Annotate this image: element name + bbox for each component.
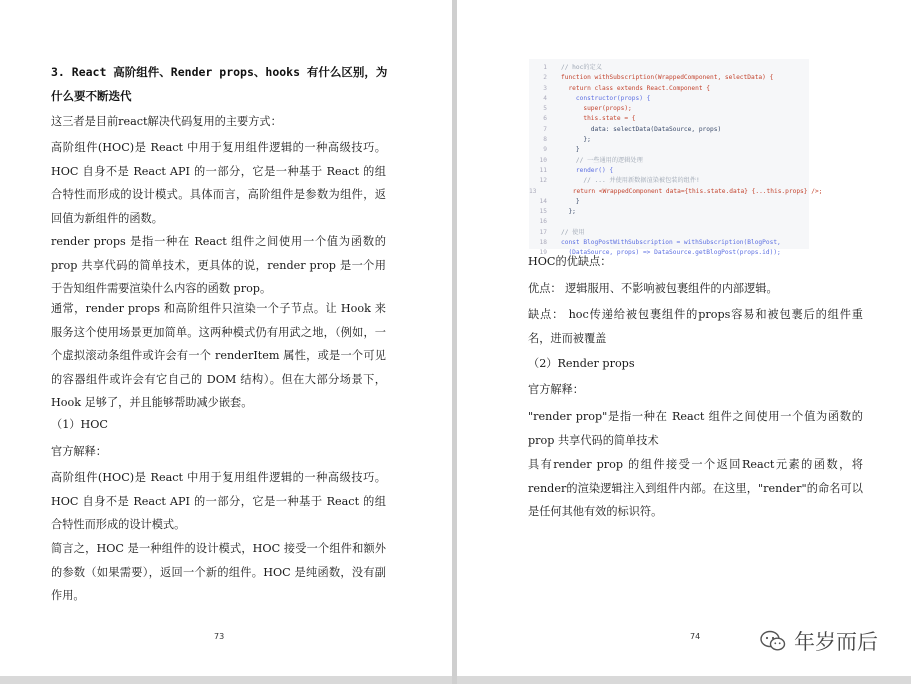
code-text: function withSubscription(WrappedComponent, selectData) { xyxy=(561,74,774,82)
page-number: 74 xyxy=(690,632,701,641)
left-page xyxy=(0,0,452,676)
code-line xyxy=(529,228,809,238)
paragraph: 高阶组件(HOC)是 React 中用于复用组件逻辑的一种高级技巧。HOC 自身不是 React API 的一部分，它是一种基于 React 的组合特性而形成的设计模式。 xyxy=(51,471,386,531)
code-line xyxy=(529,73,809,83)
code-line xyxy=(529,63,809,73)
code-text: // 使用 xyxy=(561,228,585,236)
code-line xyxy=(529,114,809,124)
code-line xyxy=(529,156,809,166)
line-number: 9 xyxy=(543,146,547,154)
code-text: } xyxy=(561,146,580,154)
code-text: data: selectData(DataSource, props) xyxy=(561,125,722,133)
watermark xyxy=(760,626,878,656)
code-text: // ... 并使用新数据渲染被包装的组件! xyxy=(561,177,700,185)
line-number: 10 xyxy=(539,156,547,164)
code-line xyxy=(529,145,809,155)
code-block xyxy=(529,59,823,257)
line-number: 12 xyxy=(539,177,547,185)
line-number: 3 xyxy=(543,84,547,92)
code-line xyxy=(529,135,809,145)
paragraph: （2）Render props xyxy=(528,357,635,370)
code-line xyxy=(529,125,809,135)
paragraph: "render prop"是指一种在 React 组件之间使用一个值为函数的 prop 共享代码的简单技术 xyxy=(528,410,863,447)
code-text: }; xyxy=(561,136,591,144)
code-text: }; xyxy=(561,208,576,216)
paragraph: （1）HOC xyxy=(51,418,108,431)
line-number: 14 xyxy=(539,197,547,205)
paragraph: render props 是指一种在 React 组件之间使用一个值为函数的 prop 共享代码的简单技术，更具体的说，render prop 是一个用于告知组件需要渲染什么内容的函数 prop。 xyxy=(51,235,386,295)
code-text: super(props); xyxy=(561,105,632,113)
line-number: 16 xyxy=(539,218,547,226)
paragraph: 官方解释： xyxy=(528,383,584,396)
code-text: render() { xyxy=(561,166,614,174)
code-line xyxy=(529,176,809,186)
line-number: 4 xyxy=(543,94,547,102)
line-number: 8 xyxy=(543,136,547,144)
code-text: return <WrappedComponent data={this.state.data} {...this.props} />; xyxy=(550,187,823,195)
line-number: 11 xyxy=(539,166,547,174)
code-text: (DataSource, props) => DataSource.getBlogPost(props.id)); xyxy=(561,249,781,257)
paragraph: 这三者是目前react解决代码复用的主要方式： xyxy=(51,115,282,128)
paragraph: 具有render prop 的组件接受一个返回React元素的函数，将render的渲染逻辑注入到组件内部。在这里，"render"的命名可以是任何其他有效的标识符。 xyxy=(528,458,863,518)
line-number: 6 xyxy=(543,115,547,123)
code-line xyxy=(529,197,809,207)
line-number: 7 xyxy=(543,125,547,133)
code-line xyxy=(529,217,809,227)
paragraph: 简言之，HOC 是一种组件的设计模式，HOC 接受一个组件和额外的参数（如果需要），返回一个新的组件。HOC 是纯函数，没有副作用。 xyxy=(51,542,386,602)
code-text: // hoc的定义 xyxy=(561,64,602,71)
wechat-icon xyxy=(760,630,786,652)
page-number: 73 xyxy=(214,632,225,641)
line-number: 5 xyxy=(543,105,547,113)
code-line xyxy=(529,166,809,176)
code-line xyxy=(529,207,809,217)
code-line xyxy=(529,104,809,114)
watermark-text: 年岁而后 xyxy=(794,630,878,654)
code-text: constructor(props) { xyxy=(561,94,651,102)
line-number: 18 xyxy=(539,239,547,247)
code-text: } xyxy=(561,197,580,205)
paragraph: 官方解释： xyxy=(51,445,107,458)
page-heading: 3. React 高阶组件、Render props、hooks 有什么区别，为什么要不断迭代 xyxy=(51,65,388,103)
line-number: 13 xyxy=(529,187,537,195)
paragraph: 高阶组件(HOC)是 React 中用于复用组件逻辑的一种高级技巧。HOC 自身不是 React API 的一部分，它是一种基于 React 的组合特性而形成的设计模式。具体而言，高阶组件是参数为组件，返回值为新组件的函数。 xyxy=(51,141,386,225)
paragraph: 优点： 逻辑服用、不影响被包裹组件的内部逻辑。 xyxy=(528,282,778,295)
line-number: 19 xyxy=(539,249,547,257)
line-number: 1 xyxy=(543,64,547,71)
code-line xyxy=(529,187,823,197)
code-text: this.state = { xyxy=(561,115,636,123)
code-line xyxy=(529,84,809,94)
line-number: 17 xyxy=(539,228,547,236)
line-number: 2 xyxy=(543,74,547,82)
code-line xyxy=(529,238,809,248)
code-text: return class extends React.Component { xyxy=(561,84,711,92)
paragraph: HOC的优缺点： xyxy=(528,255,612,268)
code-line xyxy=(529,94,809,104)
code-text: const BlogPostWithSubscription = withSubscription(BlogPost, xyxy=(561,239,781,247)
paragraph: 缺点： hoc传递给被包裹组件的props容易和被包裹后的组件重名，进而被覆盖 xyxy=(528,308,863,345)
line-number: 15 xyxy=(539,208,547,216)
paragraph: 通常，render props 和高阶组件只渲染一个子节点。让 Hook 来服务这个使用场景更加简单。这两种模式仍有用武之地，（例如，一个虚拟滚动条组件或许会有一个 renderItem 属性，或是一个可见的容器组件或许会有它自己的 DOM 结构）。但在大部分场景下，Hook 足够了，并且能够帮助减少嵌套。 xyxy=(51,302,386,409)
code-line xyxy=(529,248,809,258)
code-text: // 一些通用的逻辑处理 xyxy=(561,156,643,164)
